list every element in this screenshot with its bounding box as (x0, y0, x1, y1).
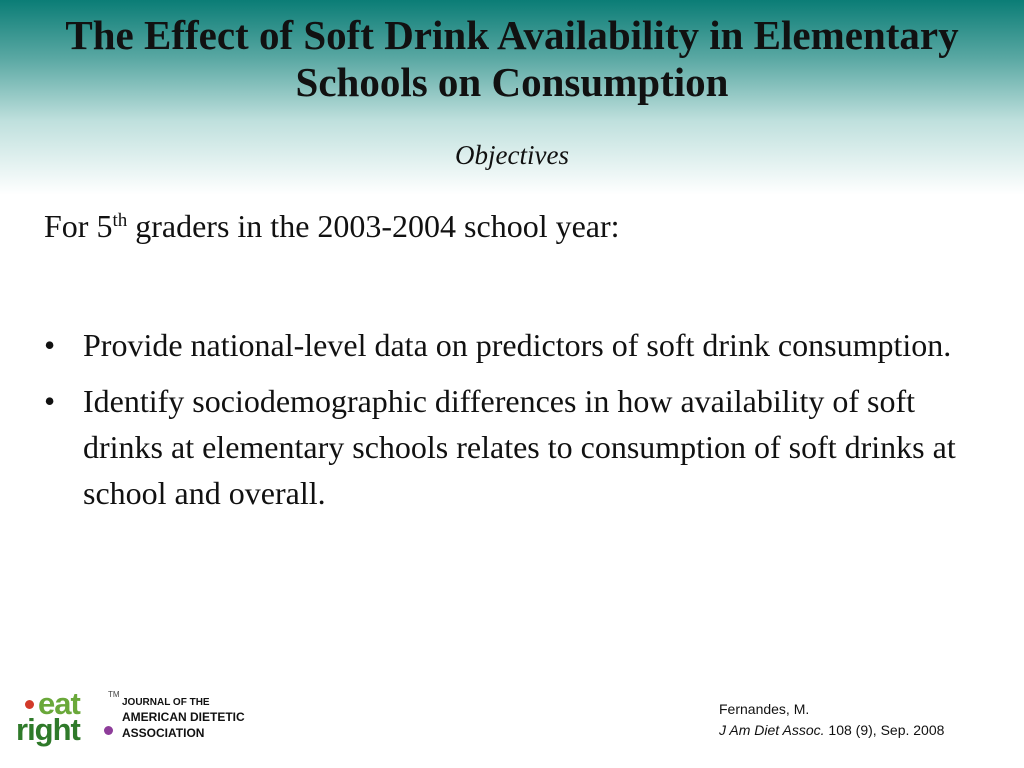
intro-line (44, 208, 620, 245)
intro-superscript: th (112, 210, 128, 231)
logo-purple-dot-icon (104, 726, 113, 735)
bullet-icon: • (44, 327, 56, 363)
objectives-list (44, 322, 974, 526)
slide-subtitle: Objectives (455, 140, 569, 170)
bullet-text: Identify sociodemographic differences in how availability of soft drinks at elementary schools relates to consumption of soft drinks at school and overall. (83, 383, 956, 511)
intro-prefix: For 5 (44, 208, 113, 244)
journal-line-1: JOURNAL OF THE (122, 697, 210, 708)
eat-right-logo (16, 686, 120, 750)
list-item (44, 322, 974, 368)
bullet-icon: • (44, 383, 56, 419)
logo-eat-text: eat (38, 686, 80, 721)
citation-author: Fernandes, M. (719, 701, 810, 717)
journal-line-2: AMERICAN DIETETIC (122, 710, 245, 724)
logo-trademark: TM (108, 690, 120, 699)
list-item (44, 378, 974, 516)
citation-details: 108 (9), Sep. 2008 (824, 722, 945, 738)
journal-name (122, 697, 245, 741)
journal-line-3: ASSOCIATION (122, 726, 205, 740)
bullet-text: Provide national-level data on predictors of soft drink consumption. (83, 327, 952, 363)
citation-reference (719, 720, 944, 741)
citation-journal: J Am Diet Assoc. (719, 722, 825, 738)
citation (719, 699, 944, 741)
slide-title: The Effect of Soft Drink Availability in Elementary Schools on Consumption (65, 12, 959, 105)
logo-right-text: right (16, 712, 80, 747)
intro-suffix: graders in the 2003-2004 school year: (127, 208, 620, 244)
logo-red-dot-icon (25, 700, 34, 709)
